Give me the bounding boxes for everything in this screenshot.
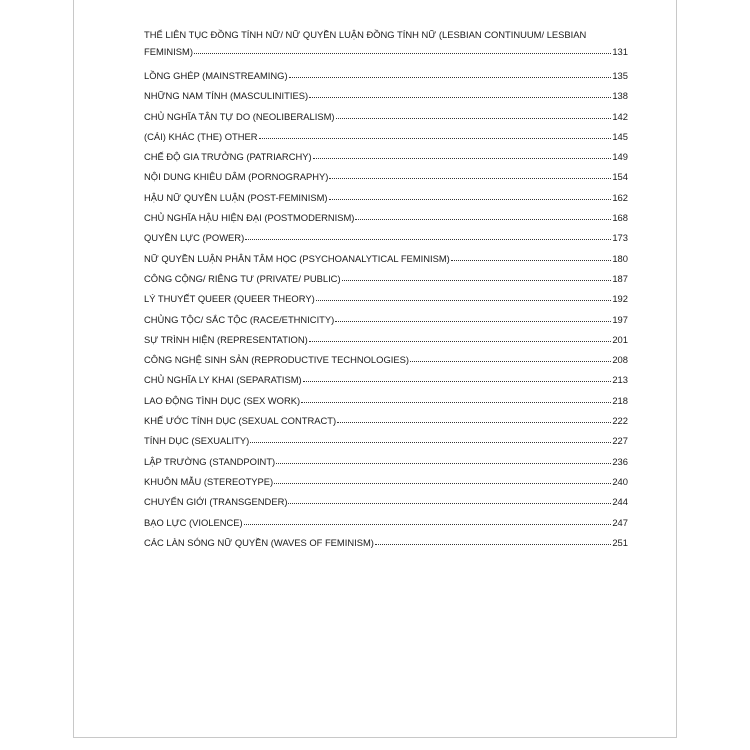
toc-leader-dots — [337, 411, 611, 423]
toc-entry-title: CÁC LÀN SÓNG NỮ QUYỀN (WAVES OF FEMINISM) — [144, 536, 374, 548]
toc-entry[interactable] — [144, 351, 628, 371]
toc-entry-title: LÝ THUYẾT QUEER (QUEER THEORY) — [144, 293, 315, 305]
toc-leader-dots — [410, 350, 611, 362]
toc-entry-title: CÔNG CỘNG/ RIÊNG TƯ (PRIVATE/ PUBLIC) — [144, 272, 341, 284]
toc-leader-dots — [194, 42, 611, 54]
toc-entry-title: KHUÔN MẪU (STEREOTYPE) — [144, 475, 274, 487]
toc-entry[interactable] — [144, 108, 628, 128]
toc-entry-page: 247 — [612, 516, 628, 528]
toc-entry-title: CHẾ ĐỘ GIA TRƯỞNG (PATRIARCHY) — [144, 151, 312, 163]
toc-leader-dots — [329, 167, 611, 179]
toc-entry-title: NỘI DUNG KHIÊU DÂM (PORNOGRAPHY) — [144, 171, 329, 183]
toc-leader-dots — [276, 452, 611, 464]
toc-entry-title: LỒNG GHÉP (MAINSTREAMING) — [144, 70, 288, 81]
toc-entry-title: CÔNG NGHỆ SINH SẢN (REPRODUCTIVE TECHNOLOGIES) — [144, 354, 409, 366]
toc-entry[interactable] — [144, 331, 628, 351]
toc-entry-title: KHẾ ƯỚC TÍNH DỤC (SEXUAL CONTRACT) — [144, 415, 337, 427]
toc-entry-page: 213 — [612, 374, 628, 386]
toc-entry-page: 142 — [612, 110, 628, 122]
toc-entry-title-line2: FEMINISM) — [144, 46, 193, 57]
toc-entry-title: LAO ĐỘNG TÌNH DỤC (SEX WORK) — [144, 394, 301, 406]
toc-entry[interactable] — [144, 432, 628, 452]
toc-entry-title: CHỦ NGHĨA TÂN TỰ DO (NEOLIBERALISM) — [144, 110, 335, 122]
toc-entry[interactable] — [144, 392, 628, 412]
toc-leader-dots — [309, 330, 612, 342]
toc-entry[interactable] — [144, 209, 628, 229]
toc-entry-page: 192 — [612, 293, 628, 305]
toc-entry[interactable] — [144, 128, 628, 148]
toc-entry-page: 240 — [612, 475, 628, 487]
toc-leader-dots — [335, 310, 611, 322]
toc-leader-dots — [451, 249, 612, 261]
toc-entry-title: CHUYỂN GIỚI (TRANSGENDER) — [144, 496, 288, 508]
toc-entry-page: 201 — [612, 333, 628, 345]
toc-entry-title: NHỮNG NAM TÍNH (MASCULINITIES) — [144, 90, 309, 102]
toc-leader-dots — [250, 431, 611, 443]
toc-leader-dots — [245, 228, 611, 240]
toc-leader-dots — [244, 513, 612, 525]
toc-entry-first[interactable] — [144, 28, 628, 67]
toc-entry[interactable] — [144, 87, 628, 107]
toc-leader-dots — [301, 391, 611, 403]
toc-leader-dots — [355, 208, 611, 220]
toc-leader-dots — [289, 66, 612, 78]
toc-entry[interactable] — [144, 189, 628, 209]
toc-list — [144, 67, 628, 554]
toc-entry[interactable] — [144, 67, 628, 87]
toc-entry-page: 218 — [612, 394, 628, 406]
toc-entry-page: 251 — [612, 536, 628, 548]
toc-entry-title: TÍNH DỤC (SEXUALITY) — [144, 435, 250, 447]
toc-entry-page: 236 — [612, 455, 628, 467]
toc-entry[interactable] — [144, 534, 628, 554]
toc-entry[interactable] — [144, 311, 628, 331]
toc-entry-page: 135 — [612, 70, 628, 81]
toc-entry-title: SỰ TRÌNH HIỆN (REPRESENTATION) — [144, 333, 308, 345]
toc-leader-dots — [274, 472, 611, 484]
toc-entry[interactable] — [144, 473, 628, 493]
toc-entry-page: 187 — [612, 272, 628, 284]
toc-leader-dots — [313, 147, 612, 159]
toc-entry[interactable] — [144, 371, 628, 391]
toc-entry[interactable] — [144, 270, 628, 290]
toc-entry[interactable] — [144, 290, 628, 310]
toc-entry-page: 145 — [612, 130, 628, 142]
toc-entry-page: 180 — [612, 252, 628, 264]
toc-entry-page: 162 — [612, 191, 628, 203]
toc-entry-title: LẬP TRƯỜNG (STANDPOINT) — [144, 455, 276, 467]
toc-entry-title: CHỦNG TỘC/ SẮC TỘC (RACE/ETHNICITY) — [144, 313, 335, 325]
toc-entry-title: CHỦ NGHĨA LY KHAI (SEPARATISM) — [144, 374, 302, 386]
toc-leader-dots — [288, 492, 611, 504]
toc-entry-title-line2-row — [144, 43, 628, 67]
toc-entry-page: 149 — [612, 151, 628, 163]
toc-entry[interactable] — [144, 250, 628, 270]
toc-leader-dots — [342, 269, 612, 281]
toc-entry[interactable] — [144, 453, 628, 473]
toc-entry-title: QUYỀN LỰC (POWER) — [144, 232, 245, 244]
toc-leader-dots — [336, 107, 612, 119]
toc-entry-title-line1: THỂ LIÊN TỤC ĐỒNG TÍNH NỮ/ NỮ QUYỀN LUẬN ĐỒNG TÍNH NỮ (LESBIAN CONTINUUM/ LESBIAN — [144, 29, 587, 40]
toc-leader-dots — [375, 533, 611, 545]
toc-leader-dots — [309, 86, 611, 98]
toc-entry[interactable] — [144, 493, 628, 513]
toc-leader-dots — [329, 188, 612, 200]
toc-entry[interactable] — [144, 412, 628, 432]
toc-entry-page: 222 — [612, 415, 628, 427]
toc-entry-page: 131 — [612, 46, 628, 57]
toc-entry[interactable] — [144, 229, 628, 249]
toc-leader-dots — [259, 127, 612, 139]
toc-entry[interactable] — [144, 514, 628, 534]
toc-entry-title: HẬU NỮ QUYỀN LUẬN (POST-FEMINISM) — [144, 191, 328, 203]
toc-leader-dots — [303, 370, 612, 382]
toc-entry-title: BẠO LỰC (VIOLENCE) — [144, 516, 243, 528]
toc-entry[interactable] — [144, 168, 628, 188]
table-of-contents — [144, 28, 628, 554]
toc-entry[interactable] — [144, 148, 628, 168]
toc-entry-title: NỮ QUYỀN LUẬN PHÂN TÂM HỌC (PSYCHOANALYTICAL FEMINISM) — [144, 252, 450, 264]
toc-entry-page: 138 — [612, 90, 628, 102]
toc-leader-dots — [316, 289, 612, 301]
toc-entry-page: 244 — [612, 496, 628, 508]
toc-entry-page: 173 — [612, 232, 628, 244]
toc-entry-page: 227 — [612, 435, 628, 447]
toc-entry-page: 208 — [612, 354, 628, 366]
toc-entry-page: 168 — [612, 212, 628, 224]
toc-entry-page: 154 — [612, 171, 628, 183]
toc-entry-title: CHỦ NGHĨA HẬU HIỆN ĐẠI (POSTMODERNISM) — [144, 212, 355, 224]
toc-entry-title: (CÁI) KHÁC (THE) OTHER — [144, 130, 258, 142]
toc-entry-page: 197 — [612, 313, 628, 325]
